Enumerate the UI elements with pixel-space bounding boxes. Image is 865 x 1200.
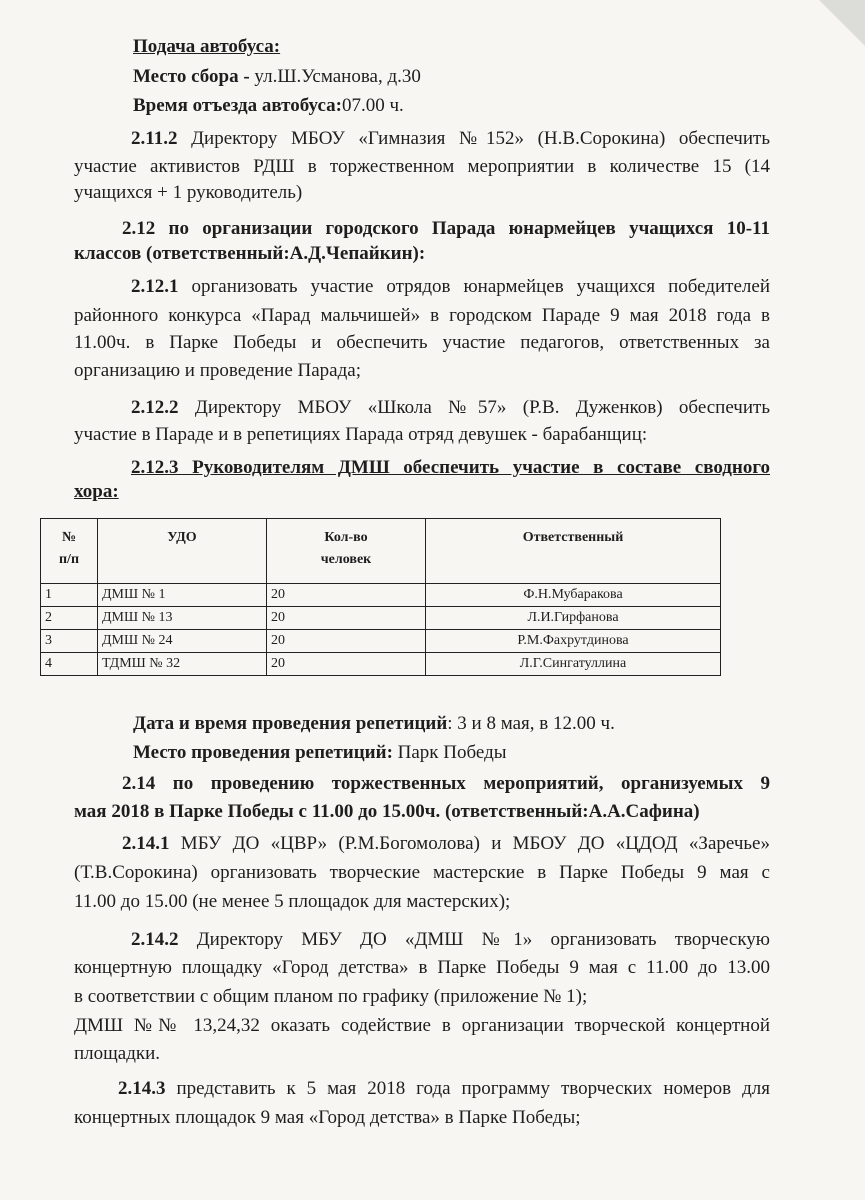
header-responsible: Ответственный [426,519,721,584]
cell-responsible: Р.М.Фахрутдинова [426,630,721,653]
table-row [41,584,721,607]
header-count-line2: человек [320,552,372,567]
cell-number: 3 [41,630,98,653]
header-number-line1: № [61,530,77,545]
clause-number: 2.14.3 [118,1078,166,1099]
bus-heading: Подача автобуса: [133,36,281,57]
clause-text: организовать участие отрядов юнармейцев учащихся победителей [178,276,770,297]
section-2-12-heading: 2.12 по организации городского Парада юнармейцев учащихся 10-11 [122,218,770,239]
rehearsal-place-value: Парк Победы [392,742,507,763]
gathering-place [133,66,421,88]
header-count-line1: Кол-во [324,530,368,545]
departure-time-value: 07.00 ч. [341,95,404,116]
clause-number: 2.12.2 [131,397,179,418]
paragraph-line: 11.00ч. в Парке Победы и обеспечить участие педагогов, ответственных за [74,332,770,353]
clause-number: 2.11.2 [131,128,178,149]
rehearsal-place [133,742,507,764]
table-header-row [41,519,721,584]
departure-time-label: Время отъезда автобуса: [133,95,342,116]
clause-number: 2.14.2 [131,929,179,950]
section-2-14-heading: 2.14 по проведению торжественных мероприятий, организуемых 9 [122,773,770,794]
cell-count: 20 [267,653,426,676]
header-number-line2: п/п [58,552,80,567]
header-udo: УДО [98,519,267,584]
clause-2-12-2 [131,397,770,419]
paragraph-line: участие активистов РДШ в торжественном мероприятии в количестве 15 (14 [74,156,770,177]
clause-number: 2.12.1 [131,276,179,297]
cell-count: 20 [267,607,426,630]
section-2-14-heading-cont: мая 2018 в Парке Победы с 11.00 до 15.00ч. (ответственный:А.А.Сафина) [74,801,700,822]
cell-udo: ДМШ № 13 [98,607,267,630]
cell-count: 20 [267,630,426,653]
cell-number: 2 [41,607,98,630]
clause-text: МБУ ДО «ЦВР» (Р.М.Богомолова) и МБОУ ДО «ЦДОД «Заречье» [169,833,770,854]
cell-udo: ДМШ № 1 [98,584,267,607]
cell-responsible: Л.И.Гирфанова [426,607,721,630]
table-row [41,630,721,653]
paragraph-line: районного конкурса «Парад мальчишей» в городском Параде 9 мая 2018 года в [74,305,770,326]
paragraph-line: концертную площадку «Город детства» в Парке Победы 9 мая с 11.00 до 13.00 [74,957,770,978]
cell-udo: ТДМШ № 32 [98,653,267,676]
rehearsal-date-value: : 3 и 8 мая, в 12.00 ч. [447,713,615,734]
choir-table [40,518,721,676]
table-row [41,607,721,630]
cell-number: 4 [41,653,98,676]
paragraph-line: участие в Параде и в репетициях Парада отряд девушек - барабанщиц: [74,424,648,445]
rehearsal-date [133,713,615,735]
clause-2-14-1 [122,833,770,855]
paragraph-line: 11.00 до 15.00 (не менее 5 площадок для мастерских); [74,891,511,912]
rehearsal-place-label: Место проведения репетиций: [133,742,393,763]
paragraph-line: площадки. [74,1043,161,1064]
clause-text: Директору МБОУ «Гимназия №152» (Н.В.Сорокина) обеспечить [177,128,770,149]
clause-2-12-3: 2.12.3 Руководителям ДМШ обеспечить участие в составе сводного [131,457,770,478]
gathering-place-value: ул.Ш.Усманова, д.30 [254,66,421,87]
clause-2-12-3-cont: хора: [74,481,119,502]
paragraph-line: в соответствии с общим планом по графику (приложение № 1); [74,986,588,1007]
clause-text: представить к 5 мая 2018 года программу творческих номеров для [165,1078,770,1099]
table-row [41,653,721,676]
paragraph-line: (Т.В.Сорокина) организовать творческие мастерские в Парке Победы 9 мая с [74,862,770,883]
cell-udo: ДМШ № 24 [98,630,267,653]
cell-responsible: Л.Г.Сингатуллина [426,653,721,676]
section-2-12-heading-cont: классов (ответственный:А.Д.Чепайкин): [74,243,426,264]
gathering-place-label: Место сбора - [133,66,255,87]
paragraph-line: концертных площадок 9 мая «Город детства» в Парке Победы; [74,1107,581,1128]
clause-text: Директору МБОУ «Школа №57» (Р.В. Дуженков) обеспечить [178,397,770,418]
departure-time [133,95,404,117]
paragraph-line: учащихся + 1 руководитель) [74,182,303,203]
clause-number: 2.14.1 [122,833,170,854]
clause-text: Директору МБУ ДО «ДМШ №1» организовать творческую [178,929,770,950]
clause-2-14-3 [118,1078,770,1100]
rehearsal-date-label: Дата и время проведения репетиций [133,713,448,734]
clause-2-12-1 [131,276,770,298]
paragraph-line: организацию и проведение Парада; [74,360,361,381]
header-count [267,519,426,584]
clause-2-11-2 [131,128,770,150]
header-number [41,519,98,584]
clause-2-14-2 [131,929,770,951]
paragraph-line: ДМШ №№ 13,24,32 оказать содействие в организации творческой концертной [74,1015,770,1036]
cell-count: 20 [267,584,426,607]
page-corner-fold [819,0,865,46]
cell-number: 1 [41,584,98,607]
cell-responsible: Ф.Н.Мубаракова [426,584,721,607]
